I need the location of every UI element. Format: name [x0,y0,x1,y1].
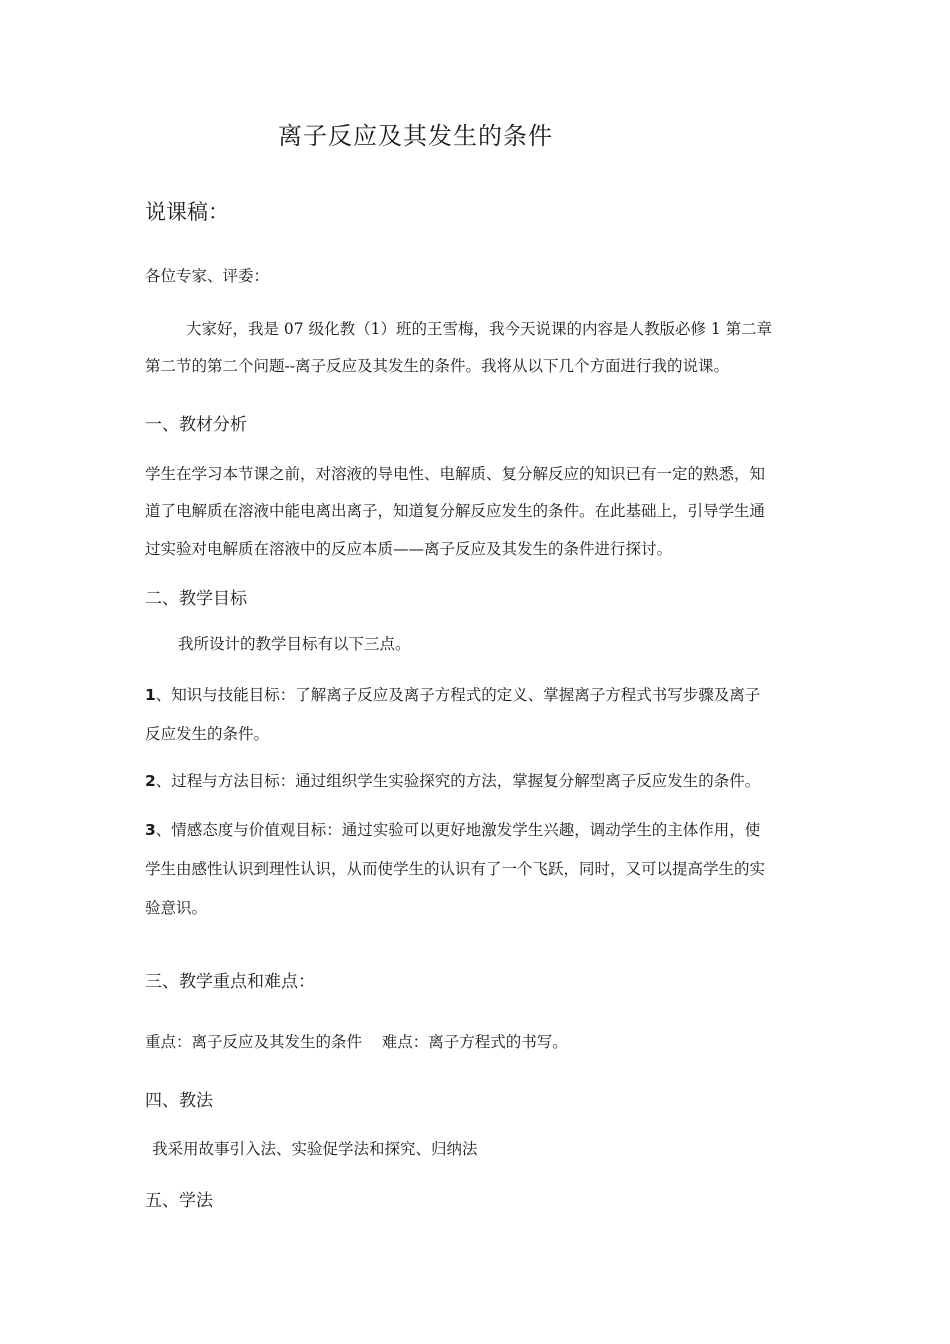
objective-3-line-2: 学生由感性认识到理性认识，从而使学生的认识有了一个飞跃，同时，又可以提高学生的实 [145,860,766,878]
section-1-line-1: 学生在学习本节课之前，对溶液的导电性、电解质、复分解反应的知识已有一定的熟悉，知 [145,465,766,483]
objective-1-text: 、知识与技能目标：了解离子反应及离子方程式的定义、掌握离子方程式书写步骤及离子 [155,686,761,704]
section-3-content: 重点：离子反应及其发生的条件 难点：离子方程式的书写。 [145,1033,568,1051]
document-subtitle: 说课稿： [145,200,229,224]
intro-line-1: 大家好，我是 07 级化教（1）班的王雪梅，我今天说课的内容是人教版必修 1 第二章 [186,320,773,338]
section-4-content: 我采用故事引入法、实验促学法和探究、归纳法 [152,1140,478,1158]
section-5-heading: 五、学法 [145,1191,213,1211]
section-3-heading: 三、教学重点和难点： [145,972,315,992]
section-4-heading: 四、教法 [145,1091,213,1111]
objective-3-text: 、情感态度与价值观目标：通过实验可以更好地激发学生兴趣，调动学生的主体作用，使 [155,821,761,839]
objective-3-line-3: 验意识。 [145,899,208,917]
intro-line-2: 第二节的第二个问题--离子反应及其发生的条件。我将从以下几个方面进行我的说课。 [145,357,729,375]
greeting: 各位专家、评委： [145,267,270,285]
document-title: 离子反应及其发生的条件 [278,122,553,150]
section-2-lead: 我所设计的教学目标有以下三点。 [178,635,411,653]
section-1-line-3: 过实验对电解质在溶液中的反应本质——离子反应及其发生的条件进行探讨。 [145,540,673,558]
objective-3-line-1 [145,818,760,840]
objective-2-line-1 [145,769,760,791]
section-1-heading: 一、教材分析 [145,415,247,435]
objective-1-line-2: 反应发生的条件。 [145,725,270,743]
objective-2-text: 、过程与方法目标：通过组织学生实验探究的方法，掌握复分解型离子反应发生的条件。 [155,772,761,790]
objective-1-line-1 [145,683,760,705]
section-1-line-2: 道了电解质在溶液中能电离出离子，知道复分解反应发生的条件。在此基础上，引导学生通 [145,502,766,520]
objective-3-number: 3 [145,821,156,839]
objective-1-number: 1 [145,686,156,704]
section-2-heading: 二、教学目标 [145,589,247,609]
objective-2-number: 2 [145,772,156,790]
